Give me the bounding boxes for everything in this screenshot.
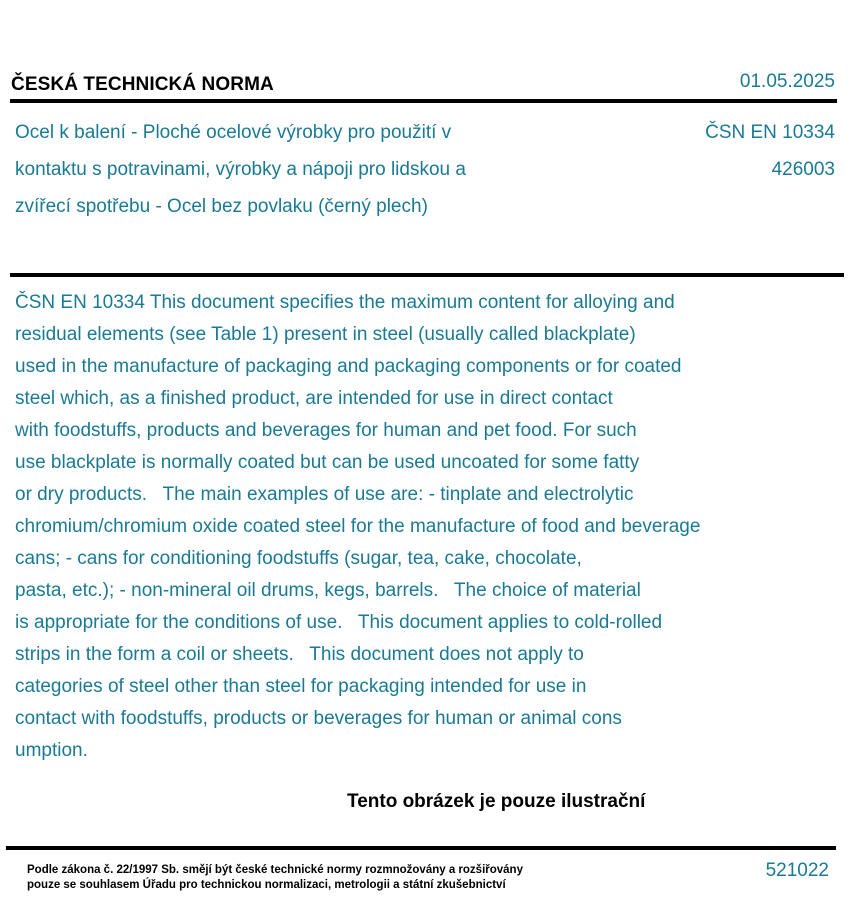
title-line: zvířecí spotřebu - Ocel bez povlaku (černý plech): [15, 196, 428, 217]
abstract-line: contact with foodstuffs, products or beverages for human or animal cons: [15, 708, 622, 729]
norm-title: [15, 114, 575, 225]
abstract-line: residual elements (see Table 1) present in steel (usually called blackplate): [15, 324, 636, 345]
abstract-line: strips in the form a coil or sheets. This document does not apply to: [15, 644, 584, 665]
document-number: 521022: [765, 860, 829, 881]
abstract-line: steel which, as a finished product, are intended for use in direct contact: [15, 388, 613, 409]
illustration-note: Tento obrázek je pouze ilustrační: [347, 791, 646, 812]
footer-rule: [6, 846, 836, 850]
legal-line: Podle zákona č. 22/1997 Sb. smějí být české technické normy rozmnožovány a rozšiřovány: [27, 864, 523, 876]
abstract-line: or dry products. The main examples of use are: - tinplate and electrolytic: [15, 484, 634, 505]
title-line: Ocel k balení - Ploché ocelové výrobky pro použití v: [15, 122, 452, 143]
norm-designation: ČSN EN 10334: [705, 122, 835, 143]
abstract-line: cans; - cans for conditioning foodstuffs (sugar, tea, cake, chocolate,: [15, 548, 582, 569]
legal-notice: [27, 863, 523, 893]
abstract-line: pasta, etc.); - non-mineral oil drums, kegs, barrels. The choice of material: [15, 580, 641, 601]
norm-codes: [705, 114, 835, 188]
title-line: kontaktu s potravinami, výrobky a nápoji pro lidskou a: [15, 159, 466, 180]
abstract-line: ČSN EN 10334 This document specifies the maximum content for alloying and: [15, 292, 675, 313]
abstract-line: categories of steel other than steel for packaging intended for use in: [15, 676, 587, 697]
abstract-line: is appropriate for the conditions of use. This document applies to cold-rolled: [15, 612, 663, 633]
abstract-text: [15, 287, 835, 767]
legal-line: pouze se souhlasem Úřadu pro technickou normalizaci, metrologii a státní zkušebnictví: [27, 879, 506, 891]
norm-label: ČESKÁ TECHNICKÁ NORMA: [11, 74, 274, 95]
abstract-line: umption.: [15, 740, 88, 761]
abstract-line: with foodstuffs, products and beverages for human and pet food. For such: [15, 420, 637, 441]
classification-code: 426003: [771, 159, 835, 180]
abstract-line: chromium/chromium oxide coated steel for the manufacture of food and beverage: [15, 516, 701, 537]
abstract-line: use blackplate is normally coated but can be used uncoated for some fatty: [15, 452, 640, 473]
issue-date: 01.05.2025: [739, 71, 835, 92]
header-rule: [10, 99, 837, 103]
title-rule: [10, 273, 844, 277]
abstract-line: used in the manufacture of packaging and packaging components or for coated: [15, 356, 682, 377]
